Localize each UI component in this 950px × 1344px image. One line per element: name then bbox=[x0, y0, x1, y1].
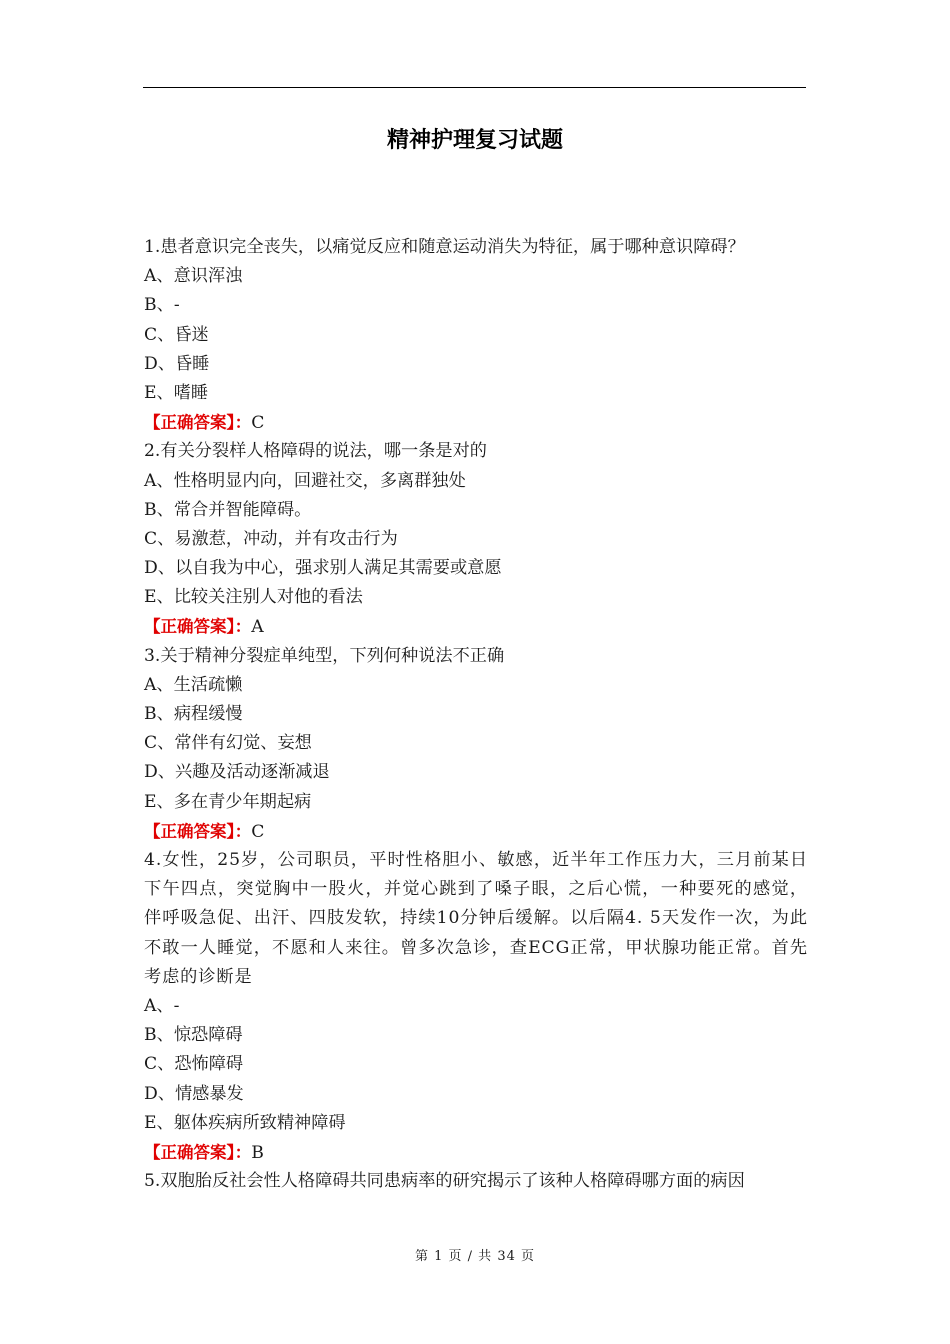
question-text: 1.患者意识完全丧失，以痛觉反应和随意运动消失为特征，属于哪种意识障碍？ bbox=[144, 237, 745, 257]
answer-value: B bbox=[251, 1142, 264, 1163]
option: D、昏睡 bbox=[144, 353, 210, 374]
option: B、惊恐障碍 bbox=[144, 1025, 243, 1046]
question-1 bbox=[144, 233, 808, 437]
answer-label: 【正确答案】： bbox=[144, 1142, 252, 1162]
answer-value: A bbox=[251, 617, 264, 638]
option: E、嗜睡 bbox=[144, 382, 209, 403]
option: E、比较关注别人对他的看法 bbox=[144, 587, 363, 608]
option: A、- bbox=[144, 995, 180, 1016]
page-footer: 第 1 页 / 共 34 页 bbox=[415, 1249, 535, 1264]
option: C、常伴有幻觉、妄想 bbox=[144, 733, 312, 754]
question-3 bbox=[144, 642, 808, 846]
option: A、生活疏懒 bbox=[144, 674, 243, 695]
question-2 bbox=[144, 437, 808, 641]
option: E、多在青少年期起病 bbox=[144, 791, 312, 812]
question-text: 3.关于精神分裂症单纯型，下列何种说法不正确 bbox=[144, 645, 505, 666]
question-5 bbox=[144, 1167, 808, 1196]
answer-label: 【正确答案】： bbox=[144, 617, 252, 637]
answer-line bbox=[144, 1138, 808, 1167]
answer-label: 【正确答案】： bbox=[144, 821, 252, 841]
option: A、意识浑浊 bbox=[144, 266, 243, 287]
question-text: 4.女性，25岁，公司职员，平时性格胆小、敏感，近半年工作压力大，三月前某日下午四点，突觉胸中一股火，并觉心跳到了嗓子眼，之后心慌，一种要死的感觉，伴呼吸急促、出汗、四肢发软，持续10分钟后缓解。以后隔4. 5天发作一次，为此不敢一人睡觉，不愿和人来往。曾多次急诊，查ECG正常，甲状腺功能正常。首先考虑的诊断是 bbox=[144, 849, 808, 987]
answer-line bbox=[144, 817, 808, 846]
question-list bbox=[144, 233, 808, 1196]
option: E、躯体疾病所致精神障碍 bbox=[144, 1112, 346, 1133]
answer-value: C bbox=[251, 821, 265, 842]
answer-label: 【正确答案】： bbox=[144, 413, 252, 433]
option: D、兴趣及活动逐渐减退 bbox=[144, 762, 330, 783]
document-title: 精神护理复习试题 bbox=[386, 127, 563, 153]
option: B、病程缓慢 bbox=[144, 704, 243, 724]
answer-line bbox=[144, 408, 808, 437]
option: B、- bbox=[144, 295, 180, 316]
option: D、情感暴发 bbox=[144, 1083, 244, 1104]
question-text: 5.双胞胎反社会性人格障碍共同患病率的研究揭示了该种人格障碍哪方面的病因 bbox=[144, 1171, 745, 1192]
question-4 bbox=[144, 846, 808, 1167]
header-rule bbox=[143, 87, 806, 88]
option: C、易激惹，冲动，并有攻击行为 bbox=[144, 528, 398, 549]
option: C、昏迷 bbox=[144, 324, 209, 345]
option: A、性格明显内向，回避社交，多离群独处 bbox=[144, 470, 466, 491]
answer-value: C bbox=[251, 413, 265, 434]
option: B、常合并智能障碍。 bbox=[144, 499, 312, 520]
question-text: 2.有关分裂样人格障碍的说法，哪一条是对的 bbox=[144, 441, 487, 462]
answer-line bbox=[144, 612, 808, 641]
option: D、以自我为中心，强求别人满足其需要或意愿 bbox=[144, 558, 502, 579]
option: C、恐怖障碍 bbox=[144, 1054, 244, 1075]
